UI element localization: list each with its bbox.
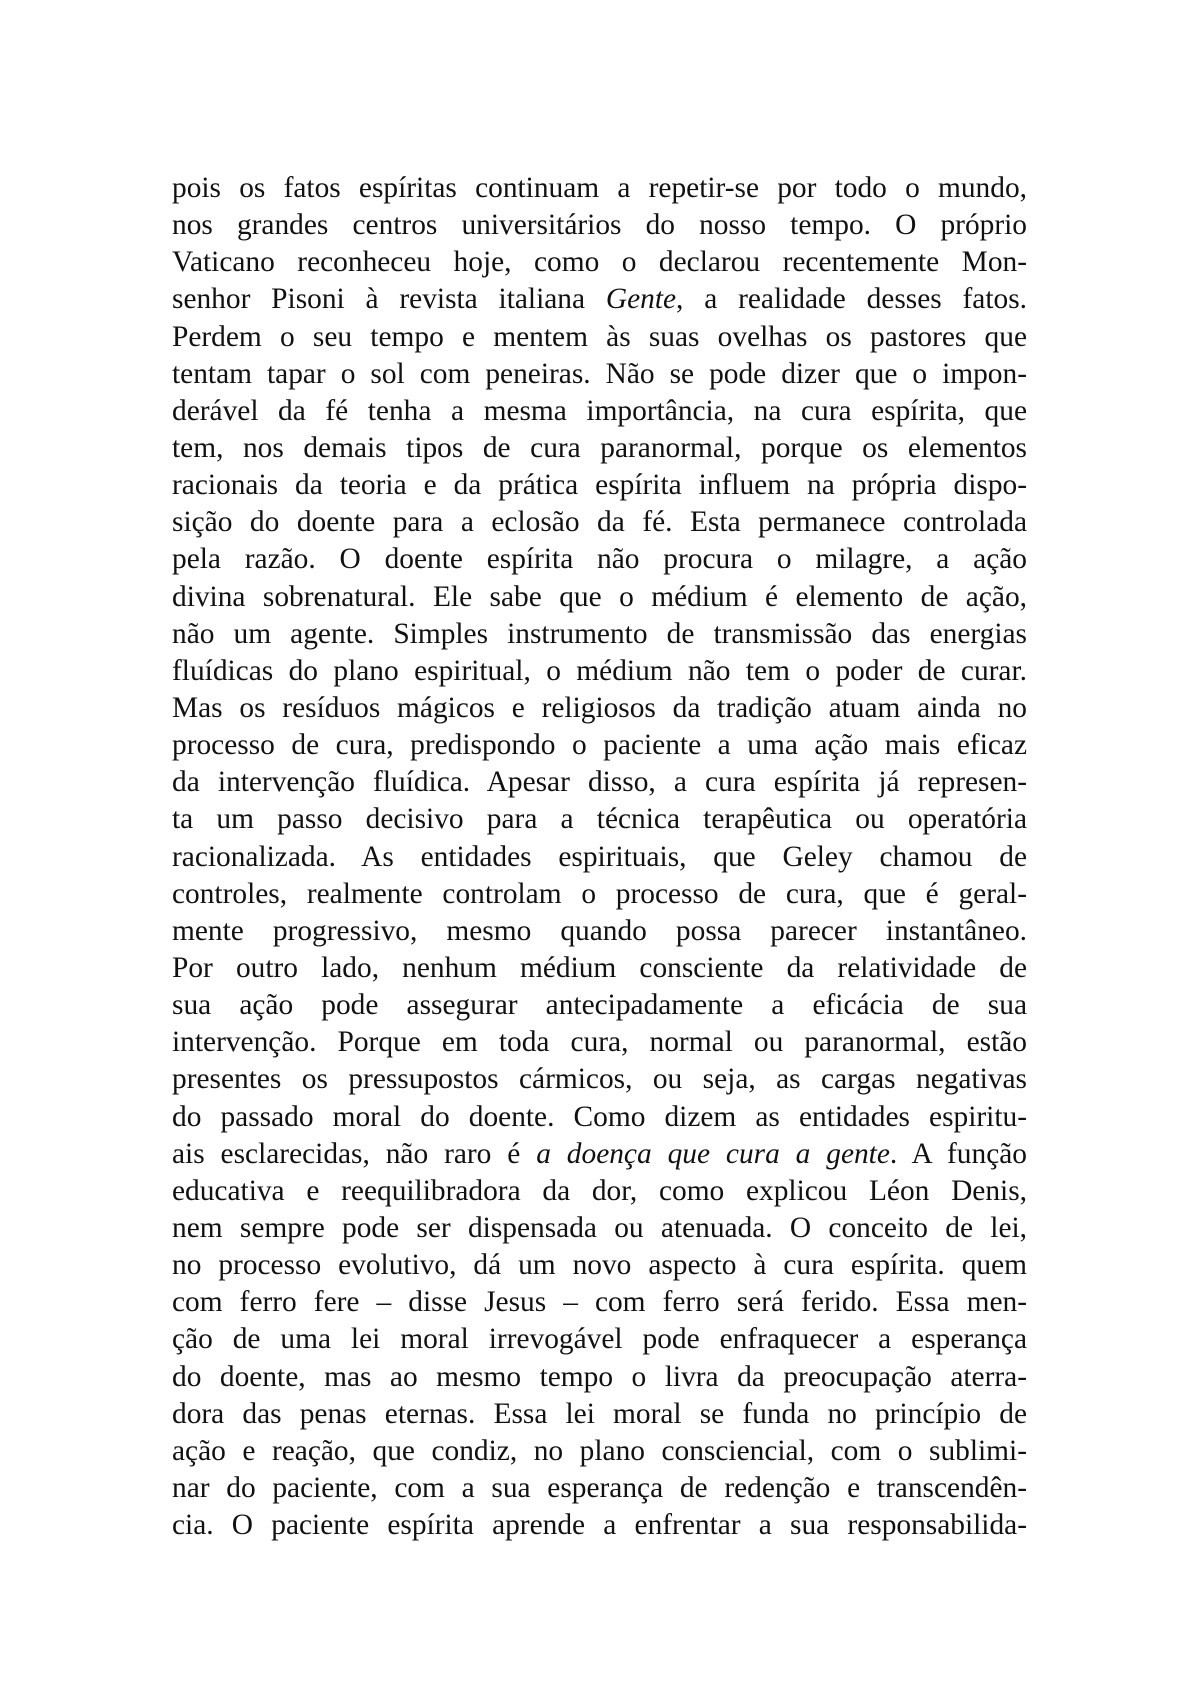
text-line: [172, 727, 1027, 764]
text-line: [172, 950, 1027, 987]
text-run: Por outro lado, nenhum médium consciente da relatividade de: [172, 951, 1027, 984]
text-run: dora das penas eternas. Essa lei moral se funda no princípio de: [172, 1397, 1027, 1430]
text-run: nem sempre pode ser dispensada ou atenuada. O conceito de lei,: [172, 1211, 1027, 1244]
text-run: nos grandes centros universitários do nosso tempo. O próprio: [172, 209, 1027, 242]
text-line: [172, 1284, 1027, 1321]
text-line: [172, 616, 1027, 653]
italic-text: a doença que cura a gente: [536, 1137, 890, 1170]
text-line: [172, 1507, 1027, 1544]
text-line: [172, 1099, 1027, 1136]
text-line: [172, 244, 1027, 281]
text-run: educativa e reequilibradora da dor, como explicou Léon Denis,: [172, 1174, 1027, 1207]
text-run: não um agente. Simples instrumento de transmissão das energias: [172, 617, 1027, 650]
text-line: [172, 1173, 1027, 1210]
text-line: [172, 170, 1027, 207]
text-run: do doente, mas ao mesmo tempo o livra da preocupação aterra-: [172, 1360, 1027, 1393]
text-run: , a realidade desses fatos.: [676, 283, 1027, 316]
text-run: pois os fatos espíritas continuam a repetir-se por todo o mundo,: [172, 172, 1027, 204]
text-run: Mas os resíduos mágicos e religiosos da tradição atuam ainda no: [172, 691, 1027, 724]
text-run: cia. O paciente espírita aprende a enfrentar a sua responsabilida-: [172, 1509, 1027, 1542]
text-run: ta um passo decisivo para a técnica terapêutica ou operatória: [172, 803, 1027, 836]
text-run: pela razão. O doente espírita não procura o milagre, a ação: [172, 543, 1027, 576]
text-run: intervenção. Porque em toda cura, normal ou paranormal, estão: [172, 1026, 1027, 1059]
italic-text: Gente: [605, 283, 677, 316]
text-run: tentam tapar o sol com peneiras. Não se pode dizer que o impon-: [172, 357, 1027, 390]
text-line: [172, 467, 1027, 504]
text-run: da intervenção fluídica. Apesar disso, a cura espírita já represen-: [172, 766, 1027, 799]
body-text: [172, 170, 1027, 1544]
text-run: processo de cura, predispondo o paciente a uma ação mais eficaz: [172, 729, 1027, 762]
text-run: ais esclarecidas, não raro é: [172, 1137, 537, 1170]
text-line: [172, 801, 1027, 838]
text-run: controles, realmente controlam o processo de cura, que é geral-: [172, 877, 1027, 910]
text-run: mente progressivo, mesmo quando possa parecer instantâneo.: [172, 914, 1027, 947]
text-line: [172, 393, 1027, 430]
text-run: . A função: [889, 1137, 1027, 1170]
text-line: [172, 579, 1027, 616]
text-run: fluídicas do plano espiritual, o médium não tem o poder de curar.: [172, 654, 1027, 687]
text-line: [172, 281, 1027, 318]
text-line: [172, 1396, 1027, 1433]
text-line: [172, 207, 1027, 244]
text-line: [172, 541, 1027, 578]
text-run: no processo evolutivo, dá um novo aspecto à cura espírita. quem: [172, 1249, 1027, 1282]
text-run: divina sobrenatural. Ele sabe que o médium é elemento de ação,: [172, 580, 1027, 613]
text-run: racionalizada. As entidades espirituais, que Geley chamou de: [172, 840, 1027, 873]
text-line: [172, 653, 1027, 690]
text-line: [172, 913, 1027, 950]
text-run: ação e reação, que condiz, no plano consciencial, com o sublimi-: [172, 1434, 1027, 1467]
text-line: [172, 504, 1027, 541]
text-line: [172, 319, 1027, 356]
text-run: tem, nos demais tipos de cura paranormal, porque os elementos: [172, 431, 1027, 464]
text-line: [172, 1359, 1027, 1396]
text-run: senhor Pisoni à revista italiana: [172, 283, 606, 316]
text-run: do passado moral do doente. Como dizem as entidades espiritu-: [172, 1100, 1027, 1133]
text-line: [172, 876, 1027, 913]
text-run: sua ação pode assegurar antecipadamente a eficácia de sua: [172, 989, 1027, 1022]
text-line: [172, 1247, 1027, 1284]
text-line: [172, 764, 1027, 801]
text-run: presentes os pressupostos cármicos, ou seja, as cargas negativas: [172, 1063, 1027, 1096]
text-run: sição do doente para a eclosão da fé. Esta permanece controlada: [172, 506, 1027, 539]
text-line: [172, 1210, 1027, 1247]
text-line: [172, 1321, 1027, 1358]
text-run: Perdem o seu tempo e mentem às suas ovelhas os pastores que: [172, 320, 1027, 353]
text-line: [172, 1136, 1027, 1173]
text-line: [172, 1061, 1027, 1098]
text-line: [172, 1024, 1027, 1061]
text-line: [172, 839, 1027, 876]
text-line: [172, 356, 1027, 393]
text-run: nar do paciente, com a sua esperança de redenção e transcendên-: [172, 1471, 1027, 1504]
text-run: racionais da teoria e da prática espírita influem na própria dispo-: [172, 469, 1027, 502]
text-line: [172, 1433, 1027, 1470]
text-line: [172, 690, 1027, 727]
text-line: [172, 1470, 1027, 1507]
text-line: [172, 987, 1027, 1024]
text-line: [172, 430, 1027, 467]
text-run: ção de uma lei moral irrevogável pode enfraquecer a esperança: [172, 1323, 1027, 1356]
text-run: com ferro fere – disse Jesus – com ferro será ferido. Essa men-: [172, 1286, 1027, 1319]
text-run: derável da fé tenha a mesma importância, na cura espírita, que: [172, 394, 1027, 427]
text-run: Vaticano reconheceu hoje, como o declarou recentemente Mon-: [172, 246, 1027, 279]
